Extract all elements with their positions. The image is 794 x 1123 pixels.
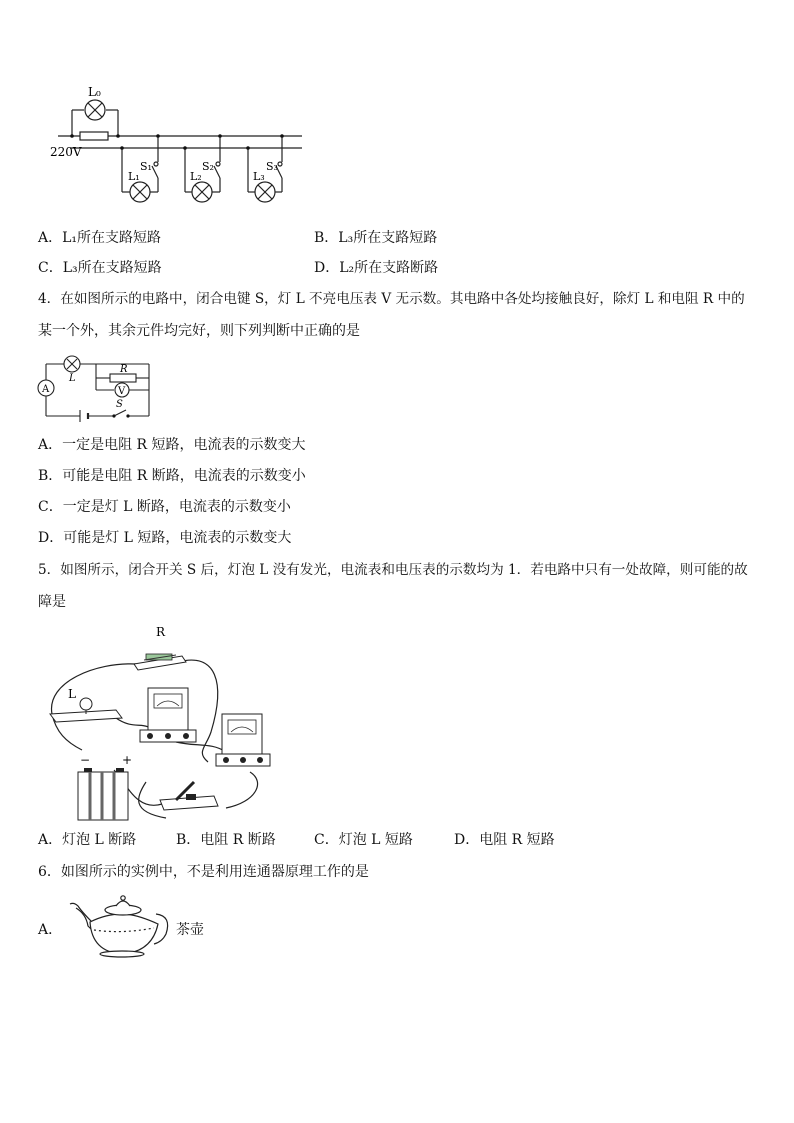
- q3-household-circuit-figure: [40, 80, 310, 210]
- q3-label-s1: S₁: [140, 160, 152, 173]
- q4-option-d[interactable]: D．可能是灯 L 短路，电流表的示数变大: [38, 530, 292, 546]
- q4-label-lamp: L: [69, 373, 76, 384]
- q5-voltmeter: [216, 714, 270, 766]
- q4-option-b[interactable]: B．可能是电阻 R 断路，电流表的示数变小: [38, 468, 306, 484]
- q4-stem-line1: 4．在如图所示的电路中，闭合电键 S，灯 L 不亮电压表 V 无示数。其电路中各处均接触良好，除灯 L 和电阻 R 中的: [38, 291, 745, 307]
- q5-lamp-board: [50, 698, 122, 722]
- q5-physical-circuit-figure: [36, 622, 286, 832]
- q5-option-c[interactable]: C．灯泡 L 短路: [314, 832, 413, 848]
- q5-stem-line1: 5．如图所示，闭合开关 S 后，灯泡 L 没有发光，电流表和电压表的示数均为 1．若电路中只有一处故障，则可能的故: [38, 562, 748, 578]
- q3-label-l0: L₀: [88, 85, 101, 99]
- q5-option-d[interactable]: D．电阻 R 短路: [454, 832, 555, 848]
- q5-stem-line2: 障是: [38, 594, 66, 610]
- q4-option-c[interactable]: C．一定是灯 L 断路，电流表的示数变小: [38, 499, 291, 515]
- q3-label-s3: S₃: [266, 160, 278, 173]
- q5-battery: [78, 768, 128, 820]
- q3-option-b[interactable]: B．L₃所在支路短路: [314, 230, 438, 246]
- q5-resistor-board: [134, 654, 186, 670]
- q4-stem-line2: 某一个外，其余元件均完好，则下列判断中正确的是: [38, 323, 360, 339]
- q6-option-a-label[interactable]: A．: [38, 922, 63, 938]
- q3-option-c[interactable]: C．L₃所在支路短路: [38, 260, 162, 276]
- q3-option-a[interactable]: A．L₁所在支路短路: [38, 230, 162, 246]
- q4-circuit-figure: [36, 350, 156, 422]
- q4-label-switch: S: [116, 399, 123, 410]
- q4-label-ammeter: A: [42, 384, 50, 395]
- q5-switch: [160, 782, 218, 810]
- q5-ammeter: [140, 688, 196, 742]
- q3-label-l2: L₂: [190, 170, 202, 183]
- q5-option-b[interactable]: B．电阻 R 断路: [176, 832, 276, 848]
- q3-label-voltage: 220V: [50, 145, 82, 159]
- q6-option-a-caption: 茶壶: [176, 922, 204, 938]
- q6-teapot-figure: [66, 890, 176, 960]
- q3-option-d[interactable]: D．L₂所在支路断路: [314, 260, 439, 276]
- q6-stem: 6．如图所示的实例中，不是利用连通器原理工作的是: [38, 864, 369, 880]
- q5-label-resistor: R: [156, 625, 166, 639]
- q5-label-lamp: L: [68, 687, 76, 701]
- q5-option-a[interactable]: A．灯泡 L 断路: [38, 832, 137, 848]
- q5-label-minus: −: [80, 753, 91, 767]
- q3-label-l3: L₃: [253, 170, 265, 183]
- q3-label-l1: L₁: [128, 170, 140, 183]
- q4-option-a[interactable]: A．一定是电阻 R 短路，电流表的示数变大: [38, 437, 306, 453]
- q5-label-plus: +: [122, 753, 133, 767]
- q3-label-s2: S₂: [202, 160, 214, 173]
- q4-label-voltmeter: V: [118, 386, 126, 397]
- q4-label-resistor: R: [120, 364, 128, 375]
